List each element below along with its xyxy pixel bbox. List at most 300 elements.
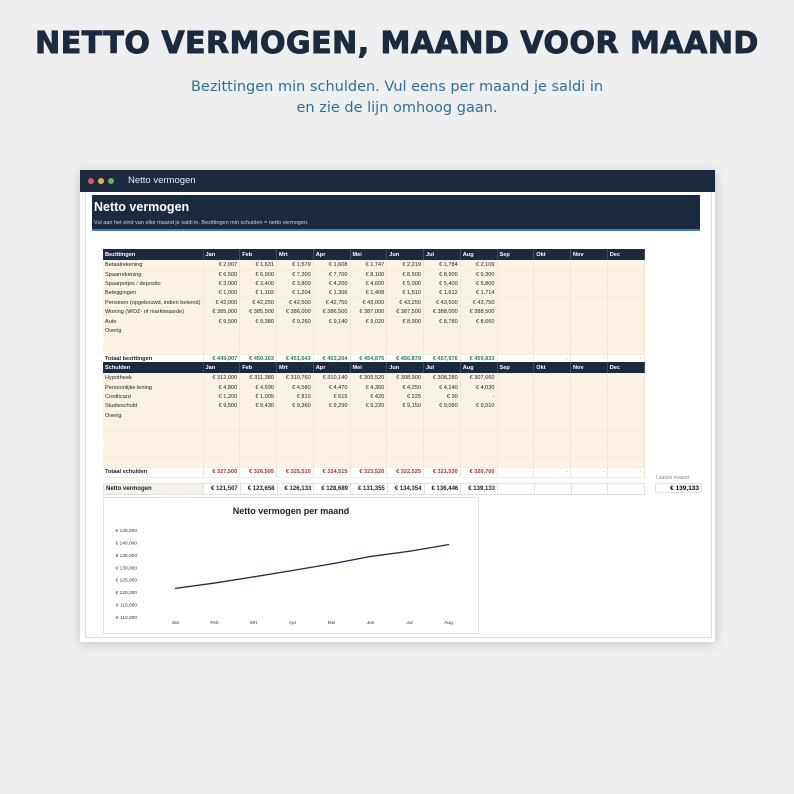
input-cell[interactable] xyxy=(103,439,203,448)
net-worth-cell: € 128,689 xyxy=(314,484,351,495)
maximize-window-icon[interactable] xyxy=(108,178,114,184)
input-cell[interactable] xyxy=(277,430,314,439)
input-cell[interactable] xyxy=(497,402,534,411)
input-cell[interactable]: € 4,140 xyxy=(424,383,461,392)
net-worth-cell: € 121,507 xyxy=(204,484,241,495)
input-cell[interactable] xyxy=(424,336,461,345)
input-cell[interactable] xyxy=(607,402,644,411)
input-cell[interactable] xyxy=(534,261,571,270)
input-cell[interactable] xyxy=(387,411,424,420)
input-cell[interactable]: € 5,000 xyxy=(387,279,424,288)
input-cell[interactable]: € 8,500 xyxy=(387,270,424,279)
input-cell[interactable] xyxy=(240,411,277,420)
input-cell[interactable]: € 1,747 xyxy=(350,261,387,270)
input-cell[interactable] xyxy=(424,458,461,467)
row-label: Betaalrekening xyxy=(103,261,203,270)
input-cell[interactable] xyxy=(240,336,277,345)
input-cell[interactable]: € 9,260 xyxy=(277,317,314,326)
input-cell[interactable]: € 4,250 xyxy=(387,383,424,392)
input-cell[interactable]: € 43,750 xyxy=(460,298,497,307)
input-cell[interactable]: € 4,360 xyxy=(350,383,387,392)
input-cell[interactable]: € 4,030 xyxy=(460,383,497,392)
month-header-apr: Apr xyxy=(313,249,350,261)
input-cell[interactable] xyxy=(534,374,571,383)
input-cell[interactable]: € 43,000 xyxy=(350,298,387,307)
input-cell[interactable]: € 8,100 xyxy=(350,270,387,279)
input-cell[interactable]: € 7,300 xyxy=(277,270,314,279)
input-cell[interactable] xyxy=(203,458,240,467)
input-cell[interactable]: € 9,300 xyxy=(460,270,497,279)
input-cell[interactable] xyxy=(460,458,497,467)
input-cell[interactable] xyxy=(277,439,314,448)
input-cell[interactable]: € 310,760 xyxy=(277,374,314,383)
input-cell[interactable] xyxy=(350,439,387,448)
input-cell[interactable]: € 9,140 xyxy=(313,317,350,326)
input-cell[interactable] xyxy=(240,326,277,335)
input-cell[interactable] xyxy=(497,374,534,383)
input-cell[interactable] xyxy=(460,326,497,335)
input-cell[interactable] xyxy=(497,411,534,420)
row-label: Spaarpotjes / deposito xyxy=(103,279,203,288)
input-cell[interactable]: € 309,520 xyxy=(350,374,387,383)
input-cell[interactable] xyxy=(350,326,387,335)
total-label: Totaal schulden xyxy=(103,467,203,477)
net-worth-chart xyxy=(103,497,479,634)
total-cell: € 449,007 xyxy=(203,354,240,364)
x-tick-label: Feb xyxy=(210,621,219,626)
input-cell[interactable] xyxy=(203,449,240,458)
input-cell[interactable]: € 1,784 xyxy=(424,261,461,270)
input-cell[interactable] xyxy=(497,449,534,458)
input-cell[interactable] xyxy=(103,336,203,345)
input-cell[interactable] xyxy=(313,458,350,467)
input-cell[interactable] xyxy=(103,430,203,439)
input-cell[interactable] xyxy=(240,439,277,448)
section-header: Schulden xyxy=(103,362,203,374)
input-cell[interactable] xyxy=(203,439,240,448)
input-cell[interactable] xyxy=(497,270,534,279)
month-header-jul: Jul xyxy=(424,362,461,374)
input-cell[interactable] xyxy=(387,345,424,354)
input-cell[interactable] xyxy=(607,374,644,383)
input-cell[interactable] xyxy=(571,402,608,411)
input-cell[interactable]: € 1,408 xyxy=(350,289,387,298)
input-cell[interactable]: € 308,280 xyxy=(424,374,461,383)
input-cell[interactable]: € 9,020 xyxy=(350,317,387,326)
input-cell[interactable]: € 42,000 xyxy=(203,298,240,307)
input-cell[interactable] xyxy=(103,345,203,354)
x-tick-label: Jul xyxy=(406,621,413,626)
input-cell[interactable] xyxy=(607,420,644,429)
input-cell[interactable] xyxy=(460,449,497,458)
input-cell[interactable] xyxy=(607,336,644,345)
input-cell[interactable]: € 43,500 xyxy=(424,298,461,307)
input-cell[interactable] xyxy=(313,420,350,429)
input-cell[interactable] xyxy=(497,326,534,335)
input-cell[interactable] xyxy=(534,345,571,354)
input-cell[interactable]: € 5,800 xyxy=(460,279,497,288)
input-cell[interactable] xyxy=(607,345,644,354)
input-cell[interactable]: € 615 xyxy=(313,392,350,401)
input-cell[interactable] xyxy=(350,458,387,467)
input-cell[interactable]: € 8,660 xyxy=(460,317,497,326)
input-cell[interactable] xyxy=(607,430,644,439)
input-cell[interactable] xyxy=(497,383,534,392)
debts-table xyxy=(103,362,645,478)
input-cell[interactable] xyxy=(497,336,534,345)
input-cell[interactable] xyxy=(497,317,534,326)
month-header-aug: Aug xyxy=(460,362,497,374)
input-cell[interactable] xyxy=(607,298,644,307)
input-cell[interactable]: € 385,000 xyxy=(203,307,240,316)
input-cell[interactable] xyxy=(387,439,424,448)
input-cell[interactable] xyxy=(277,345,314,354)
input-cell[interactable] xyxy=(387,430,424,439)
input-cell[interactable] xyxy=(534,411,571,420)
input-cell[interactable]: € 308,900 xyxy=(387,374,424,383)
input-cell[interactable] xyxy=(571,458,608,467)
input-cell[interactable]: € 9,150 xyxy=(387,402,424,411)
input-cell[interactable] xyxy=(534,383,571,392)
input-cell[interactable] xyxy=(607,317,644,326)
input-cell[interactable] xyxy=(607,439,644,448)
input-cell[interactable]: € 388,000 xyxy=(424,307,461,316)
input-cell[interactable] xyxy=(313,439,350,448)
input-cell[interactable] xyxy=(607,261,644,270)
input-cell[interactable] xyxy=(240,420,277,429)
input-cell[interactable]: € 9,080 xyxy=(424,402,461,411)
input-cell[interactable] xyxy=(534,402,571,411)
chart-title: Netto vermogen per maand xyxy=(232,506,350,516)
month-header-okt: Okt xyxy=(534,249,571,261)
input-cell[interactable] xyxy=(534,298,571,307)
input-cell[interactable] xyxy=(277,411,314,420)
sheet-description: Vul aan het eind van elke maand je saldi in. Bezittingen min schulden = netto vermogen. xyxy=(94,220,309,226)
input-cell[interactable]: € 6,900 xyxy=(240,270,277,279)
input-cell[interactable] xyxy=(277,449,314,458)
input-cell[interactable] xyxy=(203,420,240,429)
input-cell[interactable] xyxy=(313,449,350,458)
input-cell[interactable] xyxy=(607,449,644,458)
input-cell[interactable] xyxy=(277,336,314,345)
input-cell[interactable]: € 4,690 xyxy=(240,383,277,392)
input-cell[interactable] xyxy=(497,298,534,307)
input-cell[interactable] xyxy=(240,458,277,467)
input-cell[interactable]: € 43,250 xyxy=(387,298,424,307)
empty-row xyxy=(103,420,644,429)
input-cell[interactable]: € 6,500 xyxy=(203,270,240,279)
row-label: Hypotheek xyxy=(103,374,203,383)
input-cell[interactable] xyxy=(497,439,534,448)
input-cell[interactable] xyxy=(534,326,571,335)
input-cell[interactable]: € 3,400 xyxy=(240,279,277,288)
input-cell[interactable]: € 4,470 xyxy=(313,383,350,392)
input-cell[interactable]: - xyxy=(460,392,497,401)
input-cell[interactable] xyxy=(424,345,461,354)
input-cell[interactable]: € 1,204 xyxy=(277,289,314,298)
input-cell[interactable]: € 3,800 xyxy=(277,279,314,288)
input-cell[interactable]: € 307,660 xyxy=(460,374,497,383)
input-cell[interactable] xyxy=(497,458,534,467)
input-cell[interactable] xyxy=(607,326,644,335)
series-line xyxy=(176,545,449,589)
input-cell[interactable]: € 1,608 xyxy=(313,261,350,270)
minimize-window-icon[interactable] xyxy=(98,178,104,184)
input-cell[interactable]: € 1,000 xyxy=(203,289,240,298)
window-titlebar[interactable] xyxy=(80,170,715,192)
table-row xyxy=(103,317,644,326)
input-cell[interactable] xyxy=(497,279,534,288)
input-cell[interactable] xyxy=(387,326,424,335)
table-header-row xyxy=(103,249,644,261)
input-cell[interactable] xyxy=(571,430,608,439)
input-cell[interactable] xyxy=(350,345,387,354)
input-cell[interactable] xyxy=(313,336,350,345)
x-tick-label: Mei xyxy=(327,621,336,626)
input-cell[interactable] xyxy=(497,392,534,401)
row-label: Persoonlijke lening xyxy=(103,383,203,392)
input-cell[interactable] xyxy=(350,411,387,420)
input-cell[interactable] xyxy=(240,449,277,458)
input-cell[interactable]: € 3,000 xyxy=(203,279,240,288)
input-cell[interactable] xyxy=(350,420,387,429)
input-cell[interactable] xyxy=(571,345,608,354)
input-cell[interactable] xyxy=(277,458,314,467)
input-cell[interactable] xyxy=(350,449,387,458)
input-cell[interactable]: € 310,140 xyxy=(313,374,350,383)
input-cell[interactable] xyxy=(277,420,314,429)
input-cell[interactable] xyxy=(534,392,571,401)
total-cell: € 457,976 xyxy=(424,354,461,364)
input-cell[interactable] xyxy=(571,261,608,270)
window-title: Netto vermogen xyxy=(128,175,196,186)
input-cell[interactable] xyxy=(571,270,608,279)
input-cell[interactable]: € 420 xyxy=(350,392,387,401)
input-cell[interactable]: € 386,000 xyxy=(277,307,314,316)
input-cell[interactable]: € 9,430 xyxy=(240,402,277,411)
input-cell[interactable] xyxy=(103,420,203,429)
input-cell[interactable]: € 4,800 xyxy=(203,383,240,392)
input-cell[interactable]: € 9,500 xyxy=(203,317,240,326)
input-cell[interactable] xyxy=(103,458,203,467)
input-cell[interactable] xyxy=(203,345,240,354)
data-point xyxy=(370,556,371,557)
input-cell[interactable]: € 388,500 xyxy=(460,307,497,316)
total-cell: € 324,515 xyxy=(313,467,350,477)
input-cell[interactable] xyxy=(203,336,240,345)
input-cell[interactable] xyxy=(534,336,571,345)
input-cell[interactable] xyxy=(497,307,534,316)
input-cell[interactable] xyxy=(534,317,571,326)
input-cell[interactable]: € 1,510 xyxy=(387,289,424,298)
input-cell[interactable] xyxy=(387,420,424,429)
input-cell[interactable]: € 312,000 xyxy=(203,374,240,383)
total-label: Totaal bezittingen xyxy=(103,354,203,364)
input-cell[interactable]: € 42,750 xyxy=(313,298,350,307)
input-cell[interactable] xyxy=(571,383,608,392)
input-cell[interactable] xyxy=(424,326,461,335)
input-cell[interactable] xyxy=(607,289,644,298)
input-cell[interactable]: € 387,000 xyxy=(350,307,387,316)
input-cell[interactable] xyxy=(103,449,203,458)
input-cell[interactable]: € 8,900 xyxy=(424,270,461,279)
input-cell[interactable]: € 9,010 xyxy=(460,402,497,411)
input-cell[interactable]: € 9,380 xyxy=(240,317,277,326)
input-cell[interactable] xyxy=(534,449,571,458)
month-header-jun: Jun xyxy=(387,249,424,261)
input-cell[interactable]: € 9,360 xyxy=(277,402,314,411)
input-cell[interactable] xyxy=(313,326,350,335)
last-month-value[interactable]: € 139,133 xyxy=(655,483,702,493)
input-cell[interactable] xyxy=(534,430,571,439)
input-cell[interactable] xyxy=(571,289,608,298)
total-cell: € 453,204 xyxy=(313,354,350,364)
input-cell[interactable] xyxy=(571,392,608,401)
input-cell[interactable] xyxy=(350,336,387,345)
input-cell[interactable] xyxy=(313,411,350,420)
input-cell[interactable] xyxy=(534,439,571,448)
input-cell[interactable] xyxy=(240,345,277,354)
input-cell[interactable] xyxy=(460,411,497,420)
input-cell[interactable] xyxy=(534,270,571,279)
input-cell[interactable] xyxy=(277,326,314,335)
input-cell[interactable]: € 4,600 xyxy=(350,279,387,288)
net-worth-cell xyxy=(498,484,535,495)
input-cell[interactable]: € 4,200 xyxy=(313,279,350,288)
input-cell[interactable]: € 810 xyxy=(277,392,314,401)
input-cell[interactable]: € 1,102 xyxy=(240,289,277,298)
x-tick-label: Apr xyxy=(288,621,297,626)
input-cell[interactable] xyxy=(571,298,608,307)
input-cell[interactable]: € 4,580 xyxy=(277,383,314,392)
input-cell[interactable] xyxy=(607,383,644,392)
input-cell[interactable] xyxy=(203,411,240,420)
input-cell[interactable] xyxy=(571,307,608,316)
input-cell[interactable] xyxy=(460,336,497,345)
input-cell[interactable]: € 9,290 xyxy=(313,402,350,411)
input-cell[interactable]: € 311,380 xyxy=(240,374,277,383)
input-cell[interactable]: € 1,005 xyxy=(240,392,277,401)
input-cell[interactable] xyxy=(534,307,571,316)
input-cell[interactable]: € 9,220 xyxy=(350,402,387,411)
input-cell[interactable] xyxy=(460,420,497,429)
input-cell[interactable] xyxy=(534,420,571,429)
input-cell[interactable] xyxy=(313,345,350,354)
input-cell[interactable] xyxy=(497,261,534,270)
month-header-dec: Dec xyxy=(607,362,644,374)
input-cell[interactable] xyxy=(387,458,424,467)
input-cell[interactable]: € 2,007 xyxy=(203,261,240,270)
input-cell[interactable]: € 1,612 xyxy=(424,289,461,298)
close-window-icon[interactable] xyxy=(88,178,94,184)
input-cell[interactable] xyxy=(571,336,608,345)
input-cell[interactable] xyxy=(350,430,387,439)
input-cell[interactable] xyxy=(497,430,534,439)
input-cell[interactable] xyxy=(387,449,424,458)
input-cell[interactable] xyxy=(571,449,608,458)
input-cell[interactable]: € 1,714 xyxy=(460,289,497,298)
input-cell[interactable] xyxy=(460,430,497,439)
input-cell[interactable]: € 225 xyxy=(387,392,424,401)
input-cell[interactable]: € 42,500 xyxy=(277,298,314,307)
input-cell[interactable]: € 1,579 xyxy=(277,261,314,270)
input-cell[interactable] xyxy=(424,420,461,429)
input-cell[interactable] xyxy=(497,289,534,298)
row-label: Beleggingen xyxy=(103,289,203,298)
total-cell: € 320,700 xyxy=(460,467,497,477)
input-cell[interactable] xyxy=(240,430,277,439)
input-cell[interactable] xyxy=(460,439,497,448)
input-cell[interactable] xyxy=(607,458,644,467)
input-cell[interactable]: € 7,700 xyxy=(313,270,350,279)
input-cell[interactable] xyxy=(387,336,424,345)
input-cell[interactable] xyxy=(607,307,644,316)
y-tick-label: € 115,000 xyxy=(116,603,137,609)
input-cell[interactable] xyxy=(203,430,240,439)
total-cell: - xyxy=(534,354,571,364)
input-cell[interactable] xyxy=(534,458,571,467)
table-row xyxy=(103,270,644,279)
input-cell[interactable]: € 1,306 xyxy=(313,289,350,298)
total-row xyxy=(103,467,644,477)
total-cell: - xyxy=(571,467,608,477)
input-cell[interactable] xyxy=(607,279,644,288)
total-cell: - xyxy=(571,354,608,364)
input-cell[interactable] xyxy=(424,411,461,420)
input-cell[interactable] xyxy=(534,289,571,298)
input-cell[interactable] xyxy=(607,411,644,420)
input-cell[interactable] xyxy=(571,326,608,335)
input-cell[interactable]: € 9,500 xyxy=(203,402,240,411)
input-cell[interactable] xyxy=(424,430,461,439)
input-cell[interactable] xyxy=(607,270,644,279)
input-cell[interactable]: € 1,200 xyxy=(203,392,240,401)
input-cell[interactable] xyxy=(203,326,240,335)
month-header-sep: Sep xyxy=(497,362,534,374)
input-cell[interactable] xyxy=(497,345,534,354)
input-cell[interactable]: € 8,900 xyxy=(387,317,424,326)
input-cell[interactable]: € 42,250 xyxy=(240,298,277,307)
input-cell[interactable]: € 5,400 xyxy=(424,279,461,288)
data-point xyxy=(292,570,293,571)
input-cell[interactable] xyxy=(460,345,497,354)
input-cell[interactable] xyxy=(571,374,608,383)
input-cell[interactable] xyxy=(424,439,461,448)
input-cell[interactable] xyxy=(313,430,350,439)
input-cell[interactable] xyxy=(571,279,608,288)
input-cell[interactable] xyxy=(571,317,608,326)
input-cell[interactable]: € 8,780 xyxy=(424,317,461,326)
input-cell[interactable]: € 2,219 xyxy=(387,261,424,270)
input-cell[interactable]: € 387,500 xyxy=(387,307,424,316)
spreadsheet xyxy=(85,192,712,638)
data-point xyxy=(331,563,332,564)
input-cell[interactable]: € 385,500 xyxy=(240,307,277,316)
input-cell[interactable]: € 386,500 xyxy=(313,307,350,316)
input-cell[interactable] xyxy=(571,411,608,420)
input-cell[interactable]: € 2,109 xyxy=(460,261,497,270)
input-cell[interactable] xyxy=(571,420,608,429)
input-cell[interactable]: € 30 xyxy=(424,392,461,401)
input-cell[interactable] xyxy=(571,439,608,448)
input-cell[interactable] xyxy=(497,420,534,429)
input-cell[interactable] xyxy=(424,449,461,458)
input-cell[interactable]: € 1,631 xyxy=(240,261,277,270)
net-worth-cell xyxy=(534,484,571,495)
table-row xyxy=(103,392,644,401)
input-cell[interactable] xyxy=(607,392,644,401)
input-cell[interactable] xyxy=(534,279,571,288)
